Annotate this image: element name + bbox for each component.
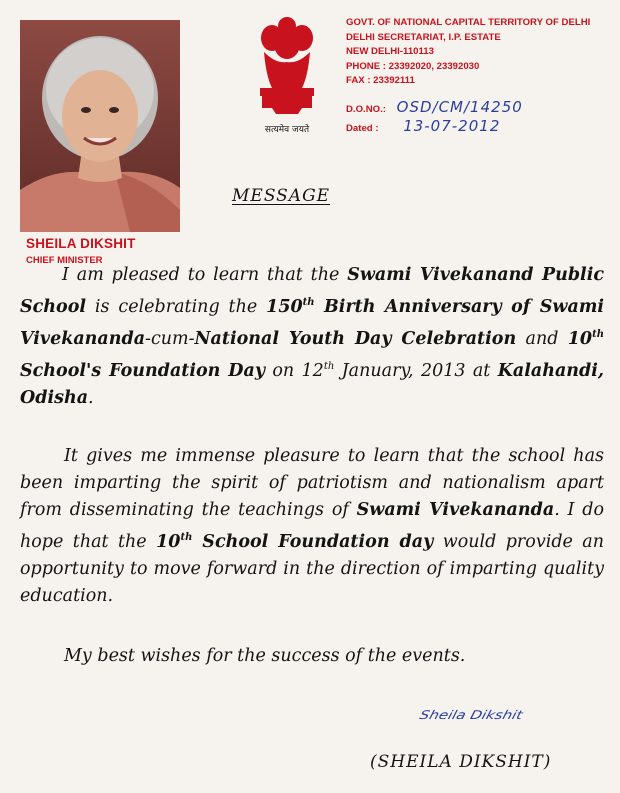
superscript: th — [302, 297, 315, 308]
text-run: National Youth Day Celebration — [194, 329, 517, 349]
superscript: th — [180, 532, 193, 543]
text-run: is celebrating the — [86, 297, 267, 317]
portrait-photo — [20, 20, 180, 232]
text-run: . I do hope that the — [20, 500, 604, 552]
reference-label: D.O.NO.: — [346, 104, 386, 115]
text-run: -cum- — [145, 329, 195, 349]
letter-date — [346, 117, 500, 135]
superscript: th — [323, 361, 335, 372]
emblem-motto: सत्यमेव जयते — [264, 125, 310, 135]
handwritten-signature — [418, 706, 525, 724]
text-run: and — [516, 329, 568, 349]
state-emblem-icon — [252, 14, 322, 138]
text-run: Birth Anniversary of Swami Vivekananda — [20, 297, 604, 349]
message-heading: MESSAGE — [232, 186, 331, 206]
person-name: SHEILA DIKSHIT — [26, 236, 136, 251]
text-run: It gives me immense pleasure to learn that the school has been imparting the spirit of patriotism and nationalism apart from disseminating the teachings of — [20, 446, 604, 520]
reference-number — [346, 98, 523, 116]
message-paragraph-1 — [20, 262, 604, 412]
text-run: 10 — [156, 532, 181, 552]
date-label: Dated : — [346, 123, 379, 134]
school-name: Swami Vivekanand Public School — [20, 265, 605, 317]
date-value: 13-07-2012 — [403, 117, 501, 135]
text-run: 150 — [266, 297, 303, 317]
letterhead — [346, 16, 616, 89]
letterhead-line: DELHI SECRETARIAT, I.P. ESTATE — [346, 31, 501, 43]
text-run: School Foundation day — [192, 532, 434, 552]
letterhead-line: GOVT. OF NATIONAL CAPITAL TERRITORY OF DELHI — [346, 17, 591, 28]
reference-value: OSD/CM/14250 — [396, 98, 523, 116]
text-run: January, 2013 at — [334, 361, 498, 381]
signature-text: Sheila Dikshit — [418, 707, 525, 723]
superscript: th — [592, 329, 604, 340]
message-paragraph-3: My best wishes for the success of the events. — [64, 646, 466, 666]
letterhead-phone: PHONE : 23392020, 23392030 — [346, 60, 480, 72]
letterhead-line: NEW DELHI-110113 — [346, 46, 434, 58]
person-title: CHIEF MINISTER — [26, 255, 103, 266]
text-run: Swami Vivekananda — [356, 500, 555, 520]
text-run: on 12 — [265, 361, 324, 381]
text-run: I am pleased to learn that the — [62, 265, 348, 285]
text-run: School's Foundation Day — [20, 361, 265, 381]
text-run: 10 — [567, 329, 593, 349]
text-run: . — [88, 388, 94, 408]
letterhead-fax: FAX : 23392111 — [346, 75, 415, 87]
message-paragraph-2 — [20, 443, 604, 610]
location: Kalahandi, Odisha — [20, 361, 605, 408]
signatory-name: (SHEILA DIKSHIT) — [370, 752, 552, 772]
text-run: would provide an opportunity to move forward in the direction of imparting quality education. — [20, 532, 605, 606]
